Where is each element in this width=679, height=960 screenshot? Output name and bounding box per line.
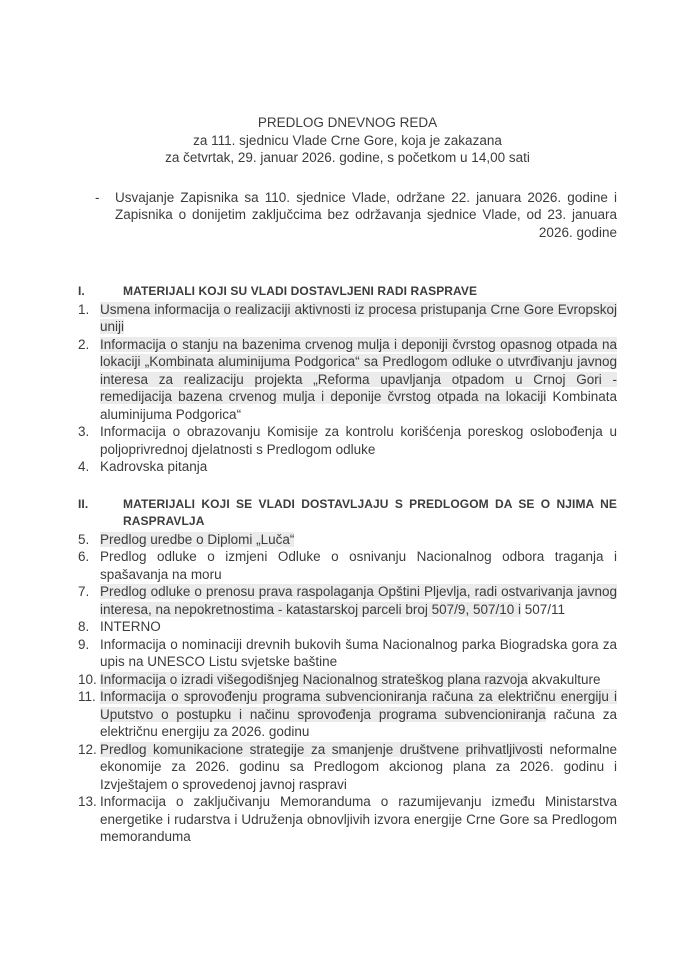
agenda-item-7 bbox=[78, 583, 617, 618]
highlighted-item-text: Informacija o izradi višegodišnjeg Nacionalnog strateškog plana razvoja bbox=[100, 671, 528, 687]
title-session-line: za 111. sjednicu Vlade Crne Gore, koja je zakazana bbox=[193, 132, 502, 148]
highlighted-item-text: Predlog komunikacione strategije za smanjenje društvene prihvatljivosti bbox=[100, 741, 543, 757]
item-text: Predlog odluke o izmjeni Odluke o osnivanju Nacionalnog odbora traganja i spašavanja na moru bbox=[100, 549, 617, 582]
item-text: Informacija o nominaciji drevnih bukovih šuma Nacionalnog parka Biogradska gora za upis na UNESCO Listu svjetske baštine bbox=[100, 636, 617, 669]
item-text: 507/11 bbox=[524, 601, 566, 617]
agenda-item-6 bbox=[78, 548, 617, 583]
item-text: Kombinata aluminijuma Podgorica“ bbox=[100, 389, 617, 422]
section-heading bbox=[78, 496, 617, 531]
section-numeral: I. bbox=[78, 284, 85, 298]
agenda-items-list bbox=[78, 301, 617, 476]
item-number: 1. bbox=[78, 301, 90, 317]
dash-marker: - bbox=[95, 189, 100, 205]
agenda-item-3 bbox=[78, 423, 617, 458]
agenda-item-5 bbox=[78, 531, 617, 549]
section-heading bbox=[78, 283, 617, 301]
agenda-item-9 bbox=[78, 636, 617, 671]
title-date-line: za četvrtak, 29. januar 2026. godine, s početkom u 14,00 sati bbox=[165, 150, 530, 165]
highlighted-item-text: Predlog odluke o prenosu prava raspolaganja Opštini Pljevlja, radi ostvarivanja javnog interesa, na nepokretnostima - katastarskoj parceli broj 507/9, 507/10 i bbox=[100, 584, 617, 617]
agenda-item-2 bbox=[78, 336, 617, 424]
item-text: akvakulture bbox=[531, 671, 601, 687]
item-number: 11. bbox=[78, 689, 96, 704]
item-number: 5. bbox=[78, 531, 90, 547]
agenda-item-10 bbox=[78, 671, 617, 689]
document-title-block bbox=[78, 114, 617, 167]
agenda-item-4 bbox=[78, 458, 617, 476]
section-materials-no-discussion bbox=[78, 496, 617, 846]
item-number: 6. bbox=[78, 549, 90, 564]
item-text: neformalne ekonomije za 2026. godinu sa Predlogom akcionog plana za 2026. godinu i Izvještajem o sprovedenoj javnoj raspravi bbox=[100, 741, 617, 792]
item-number: 13. bbox=[78, 794, 97, 809]
item-number: 12. bbox=[78, 741, 97, 757]
agenda-items-list bbox=[78, 531, 617, 846]
agenda-item-13 bbox=[78, 793, 617, 846]
highlighted-item-text: Predlog uredbe o Diplomi „Luča“ bbox=[100, 531, 295, 547]
section-numeral: II. bbox=[78, 496, 89, 511]
item-number: 9. bbox=[78, 636, 90, 652]
item-number: 4. bbox=[78, 459, 90, 474]
minutes-adoption-text: Usvajanje Zapisnika sa 110. sjednice Vlade, održane 22. januara 2026. godine i Zapisnika o donijetim zaključcima bez održavanja sjednice Vlade, od 23. januara 2026. godine bbox=[115, 189, 617, 240]
agenda-item-1 bbox=[78, 301, 617, 336]
highlighted-item-text: Usmena informacija o realizaciji aktivnosti iz procesa pristupanja Crne Gore Evropskoj uniji bbox=[100, 301, 617, 334]
item-text: Informacija o obrazovanju Komisije za kontrolu korišćenja poreskog oslobođenja u poljoprivrednoj djelatnosti s Predlogom odluke bbox=[100, 424, 617, 457]
item-number: 2. bbox=[78, 336, 90, 352]
item-number: 10. bbox=[78, 671, 97, 687]
item-text: INTERNO bbox=[100, 619, 161, 634]
section-heading-text: MATERIJALI KOJI SU VLADI DOSTAVLJENI RADI RASPRAVE bbox=[123, 284, 478, 298]
highlighted-item-text: Informacija o stanju na bazenima crvenog mulja i deponiji čvrstog opasnog otpada na lokaciji „Kombinata aluminijuma Podgorica“ sa Predlogom odluke o utvrđivanju javnog interesa za realizaciju projekta „Reforma upavljanja otpadom u Crnoj Gori - remedijacija bazena crvenog mulja i deponije čvrstog otpada na lokaciji bbox=[100, 336, 617, 404]
agenda-item-12 bbox=[78, 741, 617, 794]
agenda-item-11 bbox=[78, 688, 617, 741]
item-number: 3. bbox=[78, 424, 90, 439]
item-text: Kadrovska pitanja bbox=[100, 459, 208, 474]
minutes-adoption-note bbox=[78, 189, 617, 242]
item-text: Informacija o zaključivanju Memoranduma o razumijevanju između Ministarstva energetike i rudarstva i Udruženja obnovljivih izvora energije Crne Gore sa Predlogom memoranduma bbox=[100, 794, 617, 844]
section-materials-for-discussion bbox=[78, 283, 617, 476]
item-number: 7. bbox=[78, 584, 90, 599]
item-number: 8. bbox=[78, 619, 90, 634]
agenda-item-8 bbox=[78, 618, 617, 636]
document-title: PREDLOG DNEVNOG REDA bbox=[257, 115, 438, 130]
item-text: računa za električnu energiju za 2026. godinu bbox=[100, 706, 617, 739]
section-heading-text: MATERIJALI KOJI SE VLADI DOSTAVLJAJU S PREDLOGOM DA SE O NJIMA NE RASPRAVLJA bbox=[123, 496, 617, 528]
highlighted-item-text: Informacija o sprovođenju programa subvencioniranja računa za električnu energiju i Uputstvo o postupku i načinu sprovođenja programa subvencioniranja bbox=[100, 689, 617, 722]
